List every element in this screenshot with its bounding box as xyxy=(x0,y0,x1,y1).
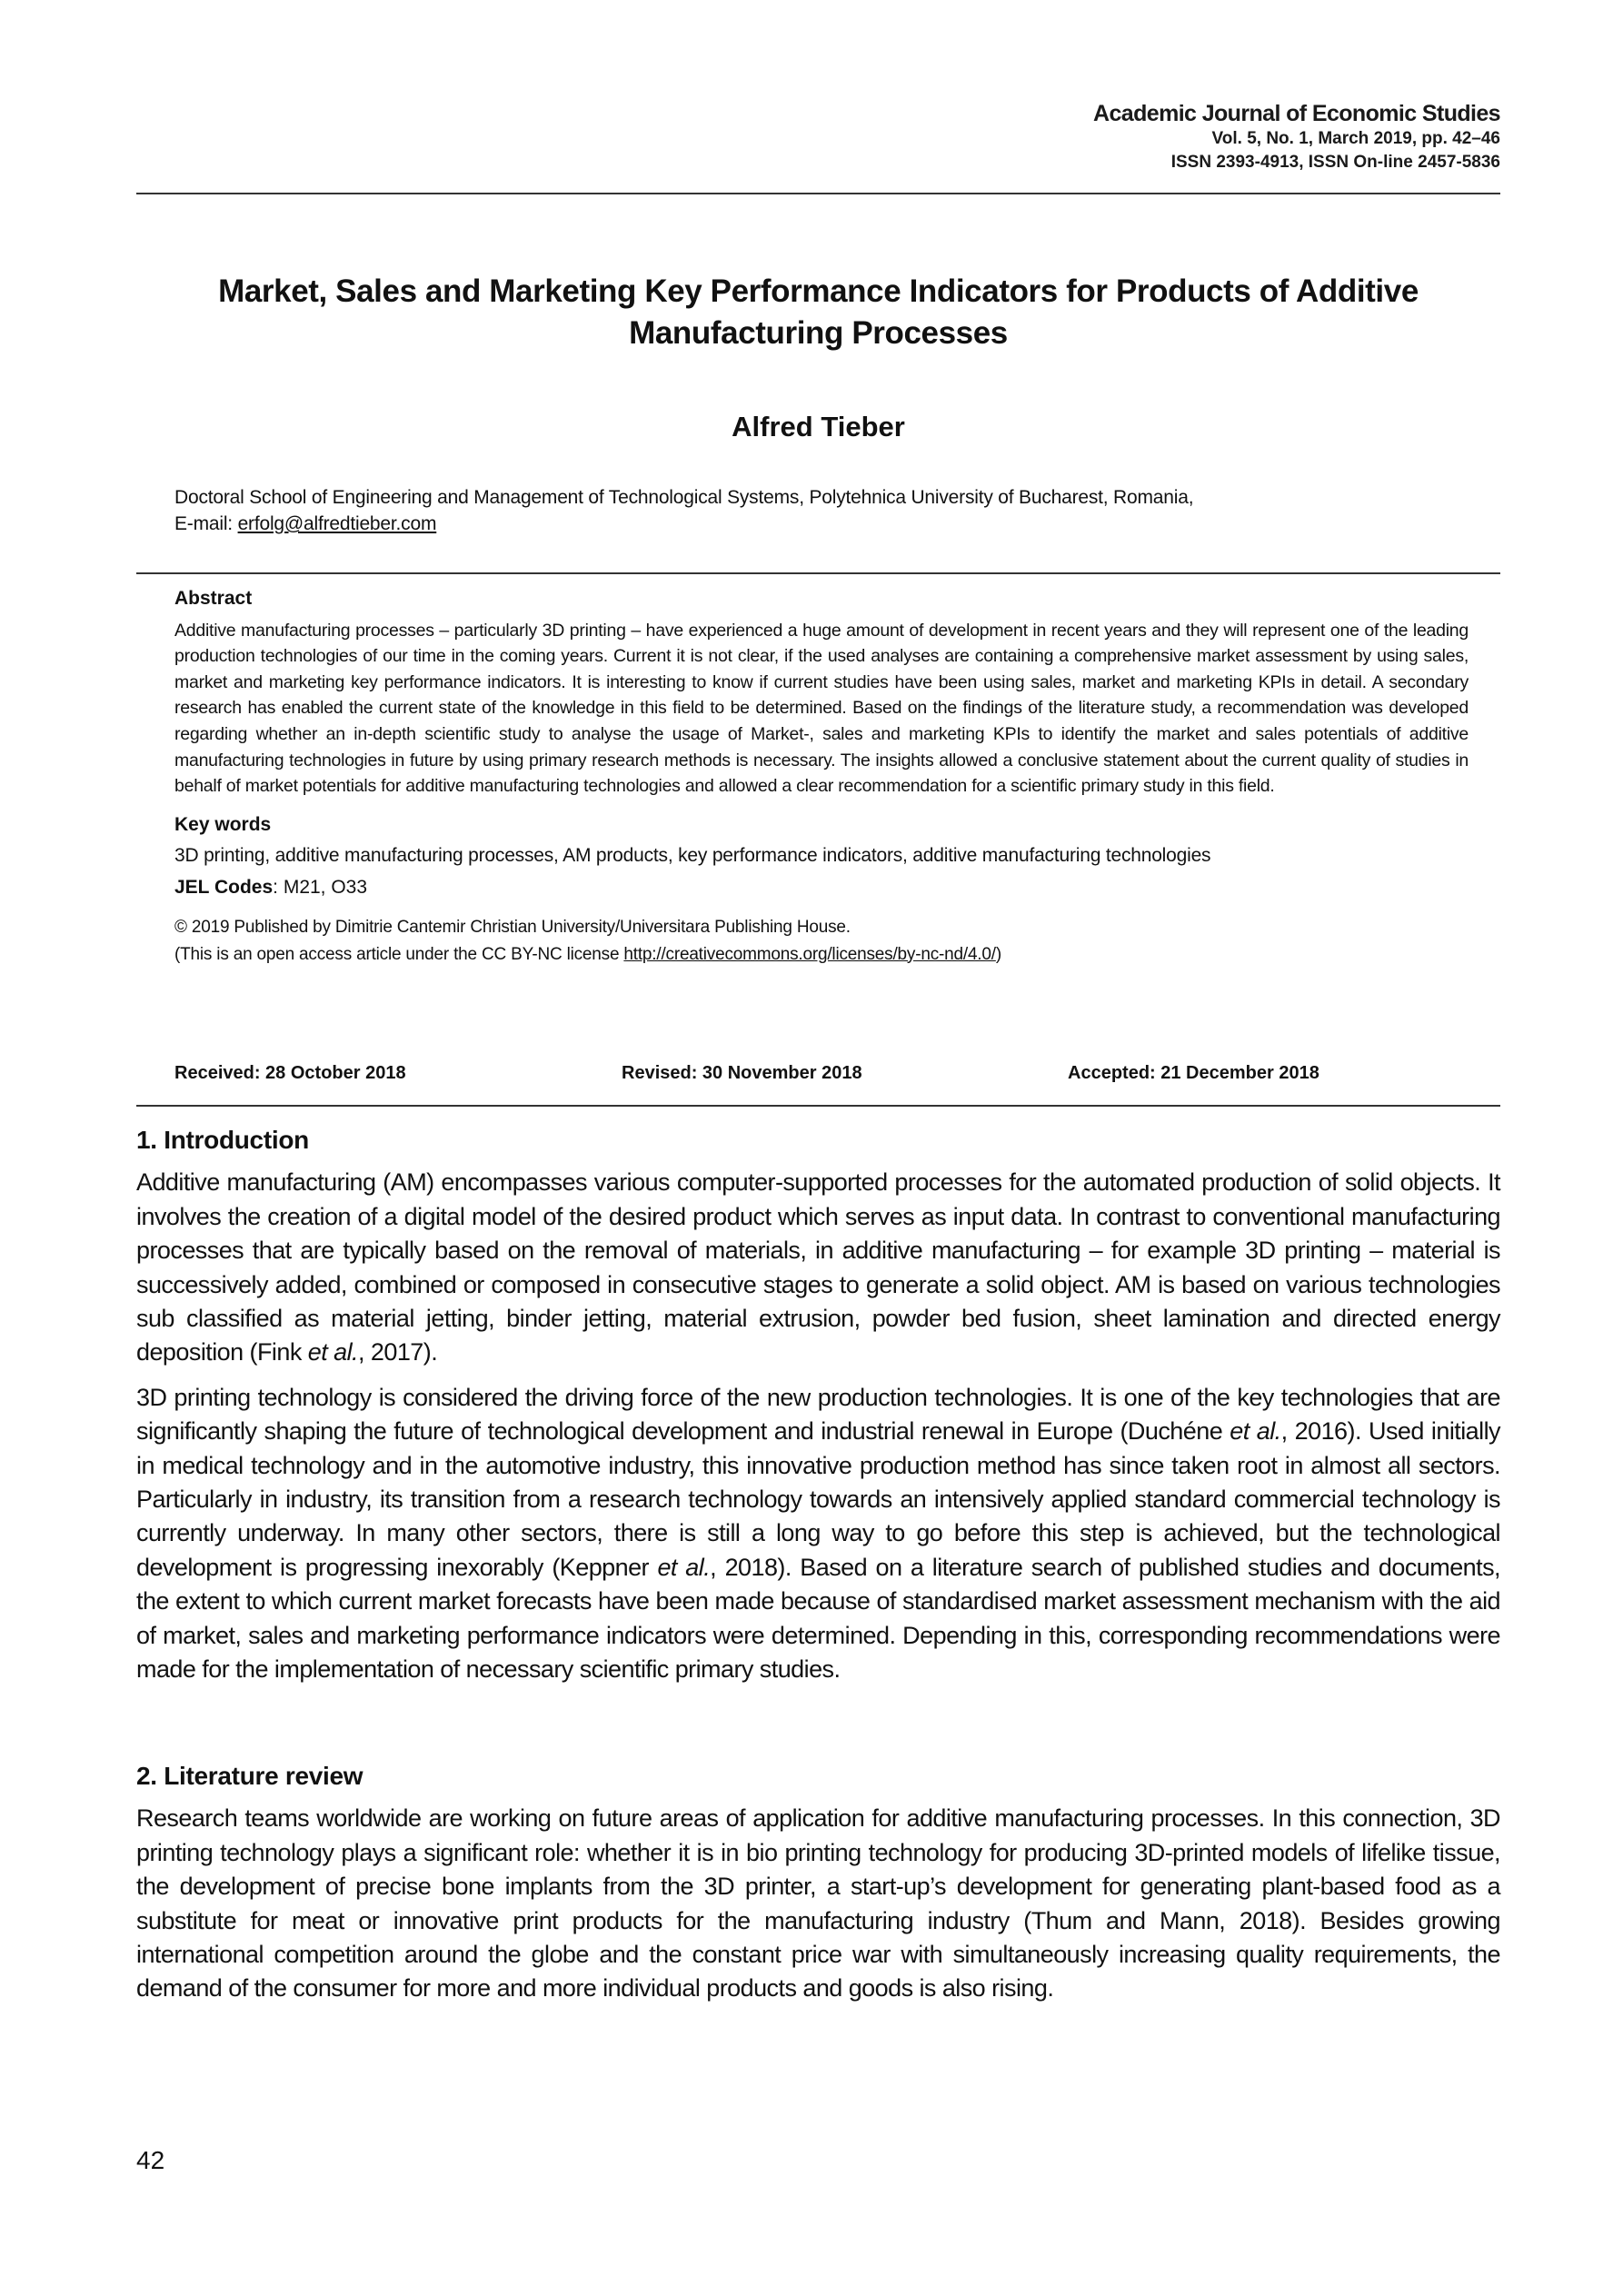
jel-values: : M21, O33 xyxy=(273,876,368,898)
title-line-1: Market, Sales and Marketing Key Performance Indicators for Products of Additive xyxy=(218,273,1419,309)
abstract-top-divider xyxy=(136,572,1500,574)
issn-info: ISSN 2393-4913, ISSN On-line 2457-5836 xyxy=(1170,153,1500,172)
abstract-text: Additive manufacturing processes – particularly 3D printing – have experienced a huge amount of development in recent years and they will represent one of the leading production technologies of our time in the coming years. Current it is not clear, if the used analyses are containing a comprehensive market assessment by using sales, market and marketing key performance indicators. It is interesting to know if current studies have been using sales, market and marketing KPIs in detail. A secondary research has enabled the current state of the knowledge in this field to be determined. Based on the findings of the literature study, a recommendation was developed regarding whether an in-depth scientific study to analyse the usage of Market-, sales and marketing KPIs to identify the market and sales potentials of additive manufacturing technologies in future by using primary research methods is necessary. The insights allowed a conclusive statement about the current quality of studies in behalf of market potentials for additive manufacturing technologies and allowed a clear recommendation for a scientific primary study in this field. xyxy=(174,620,1469,797)
page-number: 42 xyxy=(136,2146,165,2174)
paper-title xyxy=(136,271,1500,354)
body-paragraph: Research teams worldwide are working on future areas of application for additive manufacturing processes. In this connection, 3D printing technology plays a significant role: whether it is in bio printing technology for producing 3D-printed models of lifelike tissue, the development of precise bone implants from the 3D printer, a start-up’s development for generating plant-based food as a substitute for meat or innovative print products for the manufacturing industry (Thum and Mann, 2018). Besides growing international competition around the globe and the constant price war with simultaneously increasing quality requirements, the demand of the consumer for more and more individual products and goods is also rising. xyxy=(136,1804,1500,2003)
accepted-date: Accepted: 21 December 2018 xyxy=(1068,1063,1319,1083)
email-line xyxy=(174,511,1469,537)
abstract-heading: Abstract xyxy=(174,588,253,609)
author-name: Alfred Tieber xyxy=(732,411,905,442)
affiliation-block xyxy=(174,484,1469,537)
volume-info: Vol. 5, No. 1, March 2019, pp. 42–46 xyxy=(1211,129,1500,148)
license-prefix: (This is an open access article under the CC BY-NC license xyxy=(174,944,624,964)
license-link[interactable]: http://creativecommons.org/licenses/by-nc-nd/4.0/ xyxy=(623,944,996,964)
keywords-text: 3D printing, additive manufacturing processes, AM products, key performance indicators, additive manufacturing technologies xyxy=(174,845,1211,867)
title-line-2: Manufacturing Processes xyxy=(629,315,1008,351)
copyright-notice: © 2019 Published by Dimitrie Cantemir Christian University/Universitara Publishing House. xyxy=(174,917,851,937)
email-link[interactable]: erfolg@alfredtieber.com xyxy=(237,513,437,534)
header-divider xyxy=(136,193,1500,194)
section-heading: 2. Literature review xyxy=(136,1762,363,1790)
journal-name: Academic Journal of Economic Studies xyxy=(1093,101,1500,126)
abstract-bottom-divider xyxy=(136,1105,1500,1107)
section-heading: 1. Introduction xyxy=(136,1126,309,1154)
jel-codes xyxy=(174,875,1469,901)
body-paragraph: Additive manufacturing (AM) encompasses various computer-supported processes for the automated production of solid objects. It involves the creation of a digital model of the desired product which serves as input data. In contrast to conventional manufacturing processes that are typically based on the removal of materials, in additive manufacturing – for example 3D printing – material is successively added, combined or composed in consecutive stages to generate a solid object. AM is based on various technologies sub classified as material jetting, binder jetting, material extrusion, powder bed fusion, sheet lamination and directed energy deposition (Fink et al., 2017). xyxy=(136,1168,1500,1367)
section-introduction xyxy=(136,1123,1500,1698)
revised-date: Revised: 30 November 2018 xyxy=(622,1063,862,1083)
email-label: E-mail: xyxy=(174,513,238,534)
affiliation: Doctoral School of Engineering and Management of Technological Systems, Polytehnica University of Bucharest, Romania, xyxy=(174,487,1194,508)
section-literature-review xyxy=(136,1759,1500,2017)
license-notice xyxy=(174,941,1469,969)
license-suffix: ) xyxy=(995,944,1001,964)
abstract-box xyxy=(174,586,1469,969)
received-date: Received: 28 October 2018 xyxy=(174,1063,406,1083)
running-head xyxy=(1093,100,1500,174)
keywords-heading: Key words xyxy=(174,813,272,835)
body-paragraph: 3D printing technology is considered the driving force of the new production technologies. It is one of the key technologies that are significantly shaping the future of technological development and industrial renewal in Europe (Duchéne et al., 2016). Used initially in medical technology and in the automotive industry, this innovative production method has since taken root in almost all sectors. Particularly in industry, its transition from a research technology towards an intensively applied standard commercial technology is currently underway. In many other sectors, there is still a long way to go before this step is achieved, but the technological development is progressing inexorably (Keppner et al., 2018). Based on a literature search of published studies and documents, the extent to which current market forecasts have been made because of standardised market assessment mechanism with the aid of market, sales and marketing performance indicators were determined. Depending in this, corresponding recommendations were made for the implementation of necessary scientific primary studies. xyxy=(136,1383,1500,1684)
jel-label: JEL Codes xyxy=(174,876,274,898)
